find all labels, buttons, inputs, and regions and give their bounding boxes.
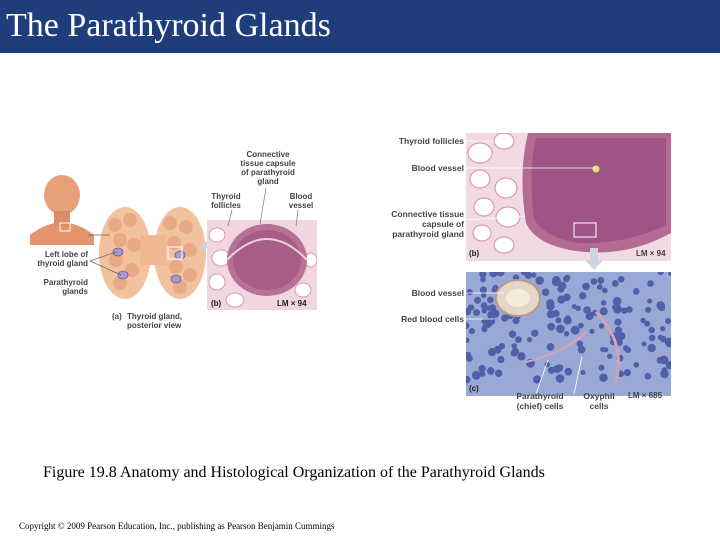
cell-nucleus — [563, 276, 569, 282]
cell-nucleus — [597, 284, 603, 290]
cell-nucleus — [589, 329, 594, 334]
panel-b-small-magnification: LM × 94 — [277, 299, 307, 308]
cell-nucleus — [656, 301, 665, 310]
cell-nucleus — [612, 305, 617, 310]
cell-nucleus — [614, 319, 621, 326]
label-large-blood-vessel: Blood vessel — [411, 163, 464, 173]
cell-nucleus — [648, 344, 656, 352]
label-c-parathyroid-cells: Parathyroid (chief) cells — [516, 391, 564, 411]
cell-nucleus — [601, 300, 607, 306]
label-large-thyroid-follicles: Thyroid follicles — [398, 136, 464, 146]
label-large-capsule: Connective tissue capsule of parathyroid gland — [391, 209, 464, 239]
label-panel-a-letter: (a) — [112, 312, 122, 321]
cell-nucleus — [600, 307, 608, 315]
cell-nucleus — [597, 277, 604, 284]
cell-nucleus — [645, 307, 651, 313]
cell-nucleus — [648, 327, 655, 334]
panel-c-letter: (c) — [469, 384, 479, 393]
cell-nucleus — [642, 342, 647, 347]
cell-nucleus — [624, 369, 631, 376]
cell-nucleus — [660, 356, 669, 365]
label-small-capsule: Connective tissue capsule of parathyroid gland — [240, 150, 296, 186]
cell-nucleus — [647, 280, 654, 287]
cell-nucleus — [626, 306, 633, 313]
figure-caption: Figure 19.8 Anatomy and Histological Organization of the Parathyroid Glands — [43, 464, 545, 481]
cell-nucleus — [640, 318, 645, 323]
title-bar — [0, 0, 720, 53]
cell-nucleus — [649, 335, 656, 342]
cell-nucleus — [607, 354, 612, 359]
copyright-notice: Copyright © 2009 Pearson Education, Inc., publishing as Pearson Benjamin Cummings — [19, 521, 335, 531]
cell-nucleus — [480, 277, 486, 283]
panel-b-small-pointers — [220, 180, 320, 230]
cell-nucleus — [647, 299, 652, 304]
label-c-red-blood-cells: Red blood cells — [401, 314, 464, 324]
cell-nucleus — [583, 306, 591, 314]
panel-b-small-micrograph — [207, 220, 317, 310]
cell-nucleus — [618, 276, 625, 283]
cell-nucleus — [599, 374, 607, 382]
cell-nucleus — [660, 326, 665, 331]
slide-title: The Parathyroid Glands — [6, 7, 331, 44]
cell-nucleus — [613, 297, 622, 306]
zoom-arrow — [586, 248, 606, 272]
cell-nucleus — [634, 362, 640, 368]
label-panel-a-caption-2: posterior view — [127, 321, 182, 330]
cell-nucleus — [645, 373, 652, 380]
cell-nucleus — [612, 280, 619, 287]
label-small-blood-vessel: Blood vessel — [288, 192, 314, 210]
cell-nucleus — [633, 288, 639, 294]
cell-nucleus — [531, 272, 536, 277]
cell-nucleus — [591, 278, 598, 285]
label-left-lobe: Left lobe of thyroid gland — [37, 250, 88, 268]
cell-nucleus — [658, 335, 664, 341]
cell-nucleus — [665, 318, 671, 324]
panel-b-large-letter: (b) — [469, 249, 480, 258]
cell-nucleus — [602, 288, 608, 294]
cell-nucleus — [599, 323, 604, 328]
cell-nucleus — [535, 276, 544, 285]
label-panel-a-caption-1: Thyroid gland, — [127, 312, 183, 321]
panel-b-large-magnification: LM × 94 — [636, 249, 666, 258]
cell-nucleus — [600, 347, 605, 352]
panel-c-magnification: LM × 685 — [628, 391, 663, 400]
cell-nucleus — [618, 332, 626, 340]
cell-nucleus — [598, 365, 604, 371]
figure-19-8 — [0, 120, 720, 420]
cell-nucleus — [552, 276, 561, 285]
cell-nucleus — [623, 345, 629, 351]
panel-b-small-letter: (b) — [211, 299, 222, 308]
label-small-thyroid-follicles: Thyroid follicles — [211, 192, 241, 210]
panel-b-large-pointers — [464, 138, 604, 238]
cell-nucleus — [662, 367, 668, 373]
label-parathyroid-glands: Parathyroid glands — [43, 278, 88, 296]
label-c-blood-vessel: Blood vessel — [411, 288, 464, 298]
label-c-oxyphil-cells: Oxyphil cells — [583, 391, 615, 411]
